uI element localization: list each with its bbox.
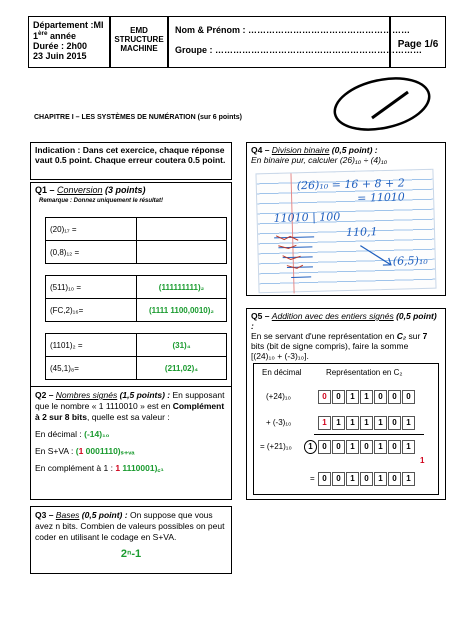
bit: 1 [374, 416, 387, 430]
q1-remark: Remarque : Donnez uniquement le résultat! [39, 198, 164, 204]
q4-hw-quotient: 110,1 [345, 225, 378, 239]
exam-date: 23 Juin 2015 [33, 51, 87, 61]
bit: 0 [374, 390, 387, 404]
bit: 0 [388, 472, 401, 486]
q5-table [253, 363, 439, 495]
header-subject [110, 16, 168, 68]
bit: 0 [318, 440, 331, 454]
bit: 0 [318, 390, 331, 404]
q5-r1-bits [318, 390, 416, 404]
bit: 0 [360, 472, 373, 486]
q1-table-c [45, 333, 227, 380]
q5-r4-eq: = [310, 474, 315, 483]
q4-box [246, 142, 446, 296]
bit: 1 [346, 416, 359, 430]
bit: 1 [304, 440, 317, 454]
q5-r1-label: (+24)₁₀ [266, 392, 291, 401]
q5-r3-label: = (+21)₁₀ [260, 442, 292, 451]
q1-row-1-left: (20)₁₇ = [46, 218, 137, 241]
bit: 0 [360, 440, 373, 454]
q5-separator [314, 434, 424, 435]
q1-row-4-answer: (1111 1100,0010)₂ [137, 299, 227, 322]
q1-row-2-answer [137, 241, 227, 264]
q3-answer: 2ⁿ-1 [120, 548, 142, 560]
q4-hw-division: 11010 | 100 [273, 210, 341, 225]
subject-line-3: MACHINE [120, 44, 158, 53]
duration: Durée : 2h00 [33, 41, 88, 51]
bit: 1 [402, 440, 415, 454]
q4-heading: Q4 – Division binaire (0,5 point) : [251, 145, 378, 155]
q5-r2-bits [318, 416, 416, 430]
q4-hw-line1: (26)₁₀ = 16 + 8 + 2 [296, 176, 405, 193]
q2-box [30, 386, 232, 500]
bit: 0 [332, 440, 345, 454]
bit: 1 [346, 390, 359, 404]
q1-row-5-left: (1101)₂ = [46, 334, 137, 357]
subject-line-1: EMD [130, 26, 148, 35]
bit: 1 [318, 416, 331, 430]
q3-text: Q3 – Bases (0,5 point) : On suppose que vous avez n bits. Combien de valeurs possibles on peut coder en utilisant le codage en S+VA. [35, 510, 225, 542]
q5-text: En se servant d'une représentation en C₂ sur 7 bits (bit de signe compris), faire la somme [251, 331, 428, 351]
q4-hw-scribbles [272, 228, 344, 290]
indication-text: Indication : Dans cet exercice, chaque réponse vaut 0.5 point. Chaque erreur coutera 0.5 point. [35, 145, 226, 165]
grade-circle [330, 74, 440, 134]
chapter-title: CHAPITRE I – LES SYSTÈMES DE NUMÉRATION (sur 6 points) [34, 114, 242, 121]
q5-col-c2: Représentation en C₂ [326, 368, 403, 377]
bit: 0 [388, 416, 401, 430]
bit: 1 [332, 416, 345, 430]
q5-sum: [(24)₁₀ + (-3)₁₀]. [251, 351, 309, 361]
q4-notebook [255, 169, 436, 294]
bit: 0 [402, 390, 415, 404]
header-page [390, 16, 446, 68]
bit: 0 [332, 390, 345, 404]
q4-hw-line2: = 11010 [356, 190, 406, 205]
q1-row-2-left: (0,8)₁₂ = [46, 241, 137, 264]
q5-r3-bits [304, 440, 416, 454]
bit: 1 [402, 416, 415, 430]
bit: 0 [318, 472, 331, 486]
q4-hw-result: (6,5)₁₀ [392, 253, 428, 268]
q5-r4-bits [318, 472, 416, 486]
q1-heading: Q1 – Conversion (3 points) [35, 185, 146, 195]
q5-heading: Q5 – Addition avec des entiers signés (0,5 point) : [251, 311, 437, 331]
q1-table-a [45, 217, 227, 264]
q5-col-decimal: En décimal [262, 368, 302, 377]
q1-row-5-answer: (31)₄ [137, 334, 227, 357]
header-left [28, 16, 110, 68]
bit: 1 [346, 440, 359, 454]
group-field[interactable]: Groupe : …………………………………………………………… [175, 45, 422, 55]
subject-line-2: STRUCTURE [114, 35, 164, 44]
department: Département :MI [33, 20, 104, 30]
year: 1ère année [33, 30, 76, 41]
bit: 1 [346, 472, 359, 486]
q3-box [30, 506, 232, 574]
q1-row-3-answer: (111111111)₂ [137, 276, 227, 299]
bit: 1 [402, 472, 415, 486]
bit: 0 [388, 390, 401, 404]
q4-text: En binaire pur, calculer (26)₁₀ ÷ (4)₁₀ [251, 155, 388, 165]
q1-row-6-answer: (211,02)₄ [137, 357, 227, 380]
q1-row-6-left: (45,1)₈= [46, 357, 137, 380]
bit: 0 [332, 472, 345, 486]
bit: 1 [360, 416, 373, 430]
q1-row-3-left: (511)₁₀ = [46, 276, 137, 299]
bit: 0 [388, 440, 401, 454]
q1-row-1-answer [137, 218, 227, 241]
q5-overflow-note: 1 [420, 456, 425, 465]
q5-r2-label: + (-3)₁₀ [266, 418, 292, 427]
q2-text: Q2 – Nombres signés (1,5 points) : En supposant que le nombre « 1 1110010 » est en Complément à 2 sur 8 bits, quelle est sa valeur : [35, 390, 225, 422]
q2-c1: En complément à 1 : 1 1110001)꜀₁ [35, 463, 164, 473]
page-number: Page 1/6 [397, 39, 439, 50]
q2-sva: En S+VA : (1 0001110)ₛ₊ᵥₐ [35, 446, 135, 456]
bit: 1 [374, 472, 387, 486]
q1-row-4-left: (FC,2)₁₆= [46, 299, 137, 322]
indication-box [30, 142, 232, 180]
bit: 1 [374, 440, 387, 454]
q1-table-b [45, 275, 227, 322]
q2-decimal: En décimal : (-14)₁₀ [35, 429, 110, 439]
q5-box [246, 308, 446, 500]
bit: 1 [360, 390, 373, 404]
name-field[interactable]: Nom & Prénom : ……………………………………………… [175, 25, 411, 35]
